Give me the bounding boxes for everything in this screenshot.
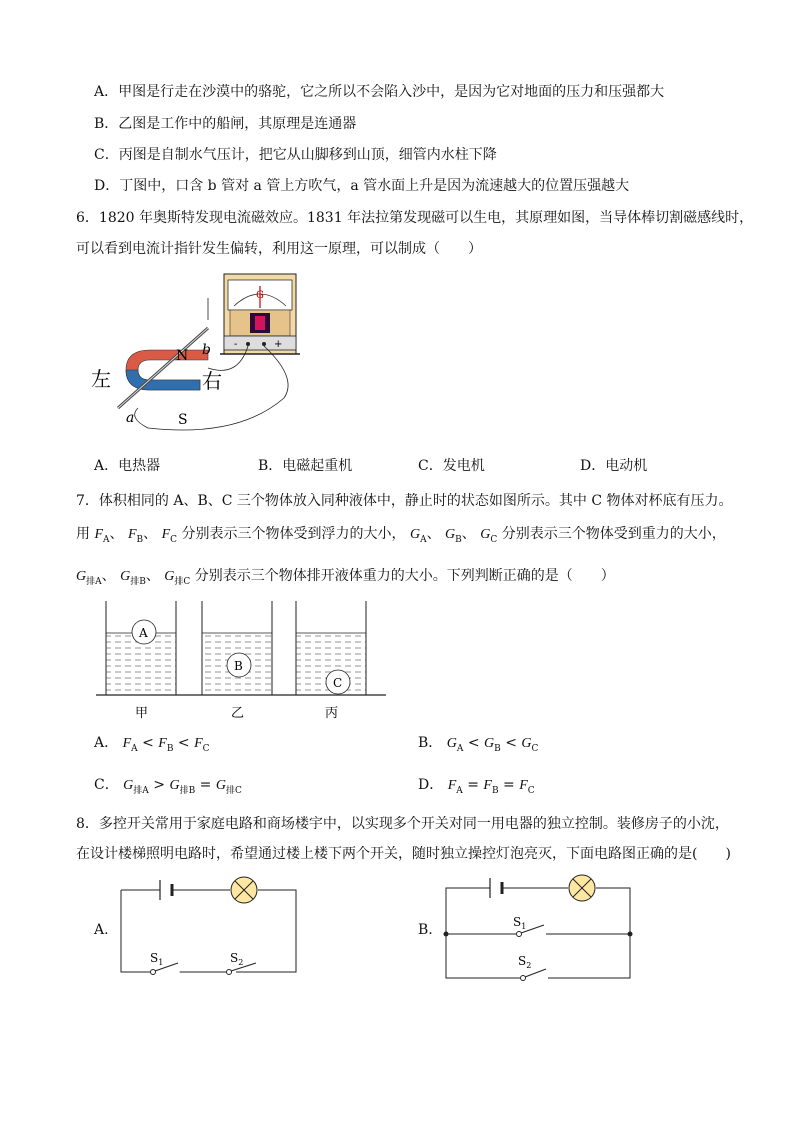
label-b: b xyxy=(202,342,211,358)
q8-option-b-label: B. xyxy=(418,922,433,938)
q7-option-a: A． $F_A < F_B < F_C$ xyxy=(94,735,210,754)
svg-text:S2: $S_2$ xyxy=(518,954,532,970)
q7-stem-line2: 用 $F_A$、 $F_B$、 $F_C$ 分别表示三个物体受到浮力的大小， $G_A$、 $G_B$、 $G_C$ 分别表示三个物体受到重力的大小， xyxy=(76,526,726,545)
q6-option-d: D．电动机 xyxy=(580,458,648,474)
q5-option-b: B．乙图是工作中的船闸，其原理是连通器 xyxy=(94,116,357,132)
q7-option-b: B． $G_A < G_B < G_C$ xyxy=(418,735,539,754)
q6-option-c: C．发电机 xyxy=(418,458,485,474)
label-left: 左 xyxy=(91,367,111,391)
svg-text:S2: $S_2$ xyxy=(230,951,244,967)
q8-option-a-label: A. xyxy=(94,922,109,938)
q8-circuit-b xyxy=(440,870,640,985)
svg-text:S1: $S_1$ xyxy=(150,951,164,967)
q8-stem-line1: 8．多控开关常用于家庭电路和商场楼宇中，以实现多个开关对同一用电器的独立控制。装修房子的小沈， xyxy=(76,816,729,832)
q6-option-b: B．电磁起重机 xyxy=(258,458,353,474)
q5-option-a: A．甲图是行走在沙漠中的骆驼，它之所以不会陷入沙中，是因为它对地面的压力和压强都大 xyxy=(94,84,665,100)
switch-s1 xyxy=(513,915,544,937)
galvanometer xyxy=(220,274,300,354)
label-right: 右 xyxy=(202,369,222,393)
label-a: a xyxy=(126,410,135,426)
lamp-icon xyxy=(231,877,257,903)
beaker-bing xyxy=(296,601,366,695)
galvanometer-g-label: G xyxy=(256,290,264,301)
q6-figure xyxy=(88,268,318,438)
q7-stem-line1: 7．体积相同的 A、B、C 三个物体放入同种液体中，静止时的状态如图所示。其中 C 物体对杯底有压力。 xyxy=(76,493,733,509)
q5-option-c: C．丙图是自制水气压计，把它从山脚移到山顶，细管内水柱下降 xyxy=(94,147,497,163)
lamp-icon xyxy=(569,875,595,901)
q8-circuit-a xyxy=(118,870,308,982)
label-yi: 乙 xyxy=(231,706,245,721)
label-jia: 甲 xyxy=(135,706,149,721)
q6-stem-line1: 6．1820 年奥斯特发现电流磁效应。1831 年法拉第发现磁可以生电，其原理如图，当导体棒切割磁感线时， xyxy=(76,210,754,226)
svg-text:S1: $S_1$ xyxy=(513,915,527,931)
terminal-plus: + xyxy=(274,339,283,350)
q7-figure xyxy=(94,597,394,722)
q7-option-c: C． $G_{排A} > G_{排B} = G_{排C}$ xyxy=(94,777,242,796)
junction-left xyxy=(444,932,449,937)
label-bing: 丙 xyxy=(325,706,339,721)
terminal-minus: - xyxy=(234,339,238,350)
switch-s2 xyxy=(227,951,257,975)
horseshoe-magnet xyxy=(126,350,208,390)
switch-s1 xyxy=(150,951,181,975)
label-s: S xyxy=(178,412,188,428)
beaker-yi xyxy=(202,601,272,695)
q5-option-d: D．丁图中，口含 b 管对 a 管上方吹气，a 管水面上升是因为流速越大的位置压强越大 xyxy=(94,178,630,194)
ball-b: B xyxy=(234,659,243,673)
q6-stem-line2: 可以看到电流计指针发生偏转，利用这一原理，可以制成（ ） xyxy=(76,241,482,257)
ball-a: A xyxy=(139,626,148,640)
q7-stem-line3: $G_{排A}$、 $G_{排B}$、 $G_{排C}$ 分别表示三个物体排开液体重力的大小。下列判断正确的是（ ） xyxy=(76,568,615,587)
q8-stem-line2: 在设计楼梯照明电路时，希望通过楼上楼下两个开关，随时独立操控灯泡亮灭，下面电路图正确的是( ) xyxy=(76,846,731,862)
switch-s2 xyxy=(518,954,546,981)
q7-option-d: D． $F_A = F_B = F_C$ xyxy=(418,777,535,796)
junction-right xyxy=(628,932,633,937)
beaker-jia xyxy=(106,601,176,695)
q6-option-a: A．电热器 xyxy=(94,458,161,474)
label-n: N xyxy=(176,348,189,364)
ball-c: C xyxy=(333,676,343,690)
